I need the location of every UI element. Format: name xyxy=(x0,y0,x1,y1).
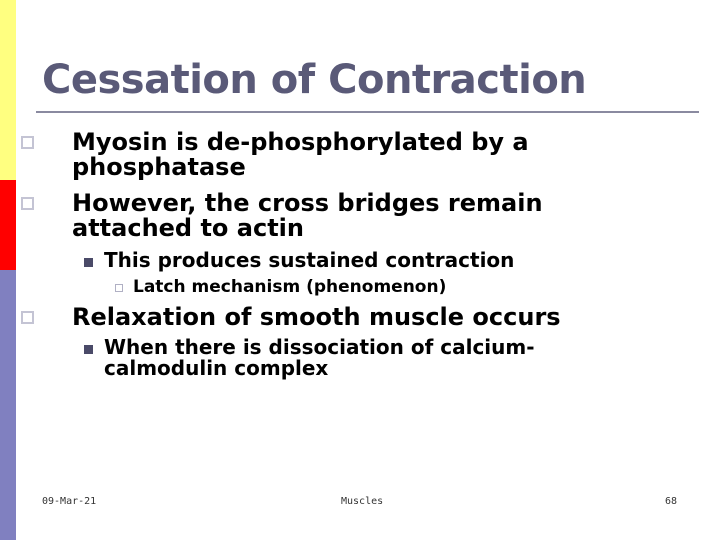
hollow-square-bullet-icon xyxy=(21,311,34,324)
bullet-text: However, the cross bridges remain attached to actin xyxy=(72,189,543,242)
footer-page-number: 68 xyxy=(665,496,678,507)
footer-title: Muscles xyxy=(341,496,384,507)
hollow-square-bullet-icon xyxy=(21,197,34,210)
slide-title: Cessation of Contraction xyxy=(42,57,587,103)
filled-square-bullet-icon xyxy=(84,345,93,354)
filled-square-bullet-icon xyxy=(84,258,93,267)
bullet-text: Relaxation of smooth muscle occurs xyxy=(72,303,561,331)
bullet-item-cross-bridges xyxy=(72,191,632,241)
footer-date: 09-Mar-21 xyxy=(42,496,97,507)
sub-bullet-text: When there is dissociation of calcium-calmodulin complex xyxy=(104,335,535,380)
sub-sub-bullet-text: Latch mechanism (phenomenon) xyxy=(133,277,447,297)
sub-bullet-item-sustained xyxy=(104,250,624,271)
bullet-item-relaxation xyxy=(72,305,632,330)
hollow-square-bullet-icon xyxy=(21,136,34,149)
bullet-item-myosin xyxy=(72,130,632,180)
sub-bullet-item-dissociation xyxy=(104,337,574,379)
bullet-text: Myosin is de-phosphorylated by a phosphatase xyxy=(72,128,529,181)
sub-bullet-text: This produces sustained contraction xyxy=(104,248,515,272)
hollow-square-bullet-icon xyxy=(115,284,123,292)
sub-sub-bullet-item-latch xyxy=(133,279,613,297)
